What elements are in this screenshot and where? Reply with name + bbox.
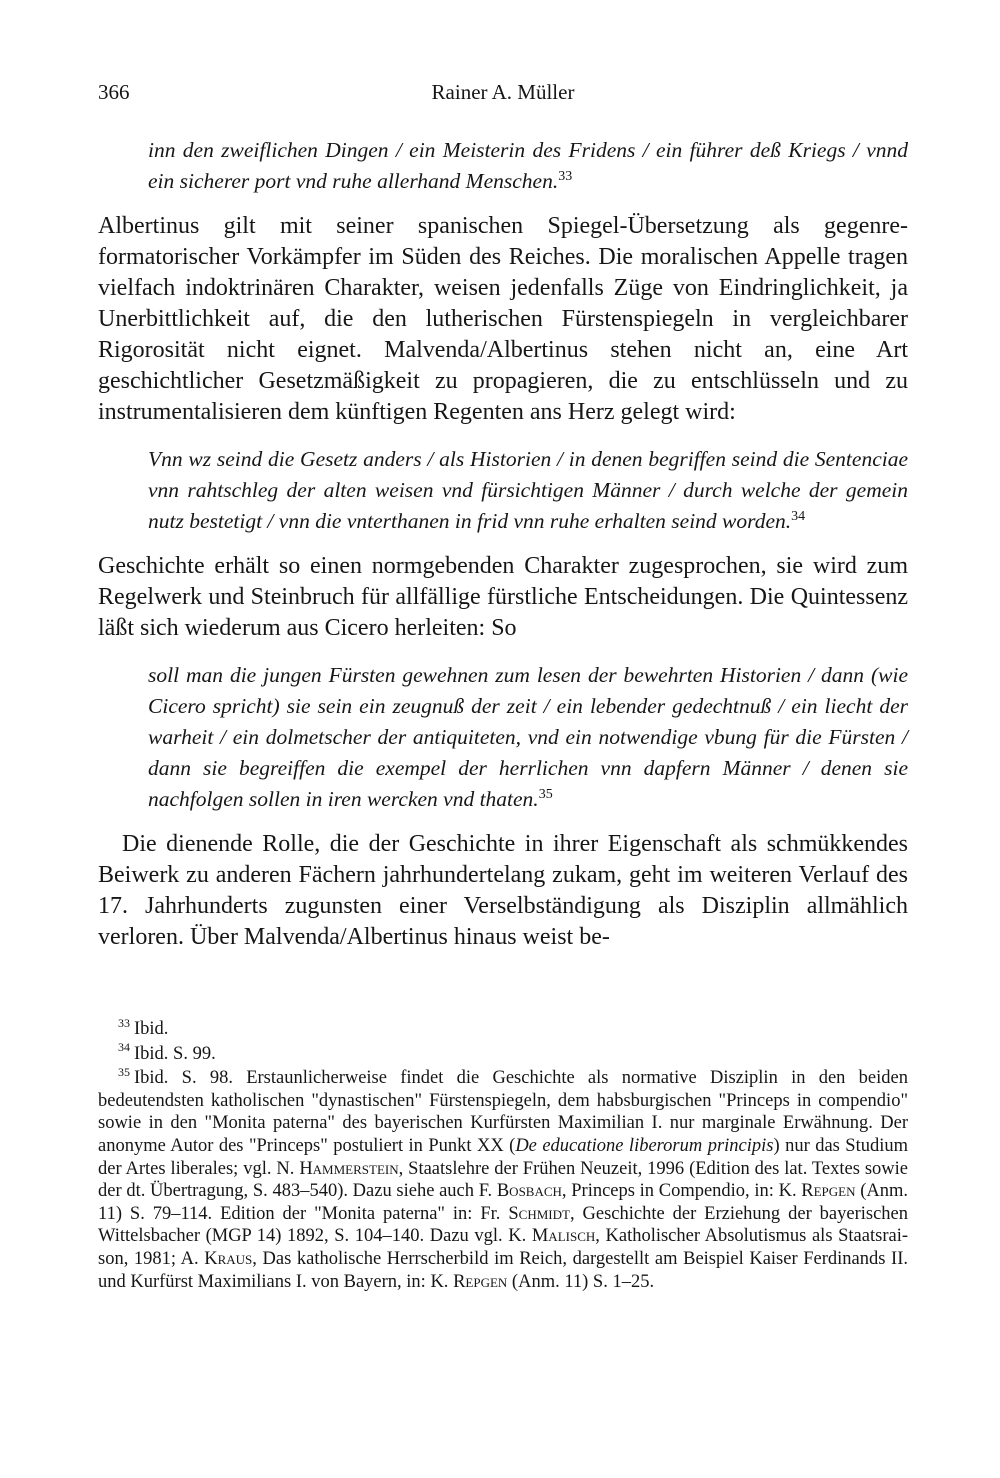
author-name: Schmidt [508,1203,570,1224]
body-paragraph-2: Geschichte erhält so einen normgebenden Charakter zugesprochen, sie wird zum Regelwerk und Steinbruch für allfällige fürstliche Entscheidungen. Die Quintessenz läßt sich wiederum aus Cicero herleiten: So [98,553,908,641]
running-head: Rainer A. Müller [431,80,575,104]
quote-text: inn den zweiflichen Dingen / ein Meisterin des Fridens / ein führer deß Kriegs / vnnd ein sicherer port vnd ruhe allerhand Menschen. [148,138,908,193]
block-quote-3 [148,660,908,815]
footnote-reference-33: 33 [558,168,573,184]
author-name: Hammerstein [299,1158,399,1179]
block-quote-1 [148,135,908,197]
quote-text: soll man die jungen Fürsten gewehnen zum lesen der bewehrten Historien / dann (wie Cicero spricht) sie sein ein zeugnuß der zeit / ein lebender gedechtnuß / ein liecht der warheit / ein dolmetscher der antiquiteten, vnd ein notwendige vbung für die Fürsten / dann sie begreiffen die exempel der herrlichen vnn dapfern Männer / denen sie nachfolgen sollen in iren wercken vnd thaten. [148,663,908,811]
footnote-italic-title: De educatione liberorum principis [515,1135,774,1156]
footnote-text: , Princeps in Compendio, in: K. [561,1181,802,1202]
footnote-text: , Staatslehre der Frühen Neuzeit, 1996 (Edition des lat. Textes sowie der dt. Übertragung, S. 483–540). Dazu siehe auch F. [98,1158,908,1202]
footnote-35 [98,1067,908,1293]
footnotes [98,1015,909,1295]
footnote-text: (Anm. 11) S. 79–114. Edition der "Monita paterna" in: Fr. [98,1181,908,1224]
footnote-reference-35: 35 [538,786,553,802]
page-header [98,80,908,110]
body-paragraph-3: Die dienende Rolle, die der Geschichte in ihrer Eigenschaft als schmükkendes Beiwerk zu anderen Fächern jahrhundertelang zukam, geht im weiteren Verlauf des 17. Jahrhunderts zugunsten einer Verselbständigung als Disziplin allmählich verloren. Über Malvenda/Albertinus hinaus weist be- [98,831,908,950]
footnote-text: Ibid. S. 98. Erstaunlicherweise findet die Geschichte als normative Disziplin in den beiden bedeutendsten katholischen "dynastischen" Fürstenspiegeln, dem habsburgischen "Princeps in compendio" sowie in den "Monita paterna" des bayerischen Kurfürsten Maximilian I. nur marginale Erwähnung. Der anonyme Autor des "Princeps" postuliert in Punkt XX ( [98,1068,908,1156]
block-quote-2 [148,444,908,537]
author-name: Malisch [531,1226,596,1247]
author-name: Bosbach [496,1181,562,1202]
author-name: Repgen [453,1271,508,1292]
quote-text: Vnn wz seind die Gesetz anders / als Historien / in denen begriffen seind die Sentenciae vnn rahtschleg der alten weisen vnd fürsichtigen Männer / durch welche der gemein nutz bestetigt / vnn die vnterthanen in frid vnn ruhe erhalten seind worden. [148,447,908,533]
author-name: Repgen [801,1181,856,1202]
author-name: Kraus [204,1248,253,1269]
footnote-number: 34 [118,1040,130,1055]
footnote-number: 35 [118,1065,130,1080]
footnote-text: Ibid. S. 99. [134,1043,216,1064]
footnote-33 [98,1015,908,1041]
footnote-reference-34: 34 [791,508,806,524]
footnote-34 [98,1040,908,1066]
footnote-text: (Anm. 11) S. 1–25. [507,1271,655,1292]
footnote-text: Ibid. [134,1019,169,1039]
body-paragraph-1: Albertinus gilt mit seiner spanischen Spiegel-Übersetzung als gegenreformatorischer Vorkämpfer im Süden des Reiches. Die moralischen Appelle tragen vielfach indoktrinären Charakter, weisen jedenfalls Züge von Eindringlichkeit, ja Unerbittlichkeit auf, die den lutherischen Fürstenspiegeln in vergleichbarer Rigorosität nicht eignet. Malvenda/Albertinus stehen nicht an, eine Art geschichtlicher Gesetzmäßigkeit zu propagieren, die zu entschlüsseln und zu instrumentalisieren dem künftigen Regenten ans Herz gelegt wird: [98,213,908,425]
footnote-number: 33 [118,1015,130,1030]
footnote-text: , Geschichte der Erziehung der bayerischen Wittelsbacher (MGP 14) 1892, S. 104–140. Dazu vgl. K. [98,1203,909,1247]
footnote-text: , Das katholische Herrscherbild im Reich, dargestellt am Beispiel Kaiser Ferdinands II. und Kurfürst Maximilians I. von Bayern, in: K. [98,1248,908,1292]
footnote-text: , Katholischer Absolutismus als Staatsraison, 1981; A. [98,1226,908,1269]
page-number: 366 [98,80,130,104]
footnote-text: ) nur das Studium der Artes liberales; vgl. N. [98,1135,909,1179]
main-text [98,135,908,969]
